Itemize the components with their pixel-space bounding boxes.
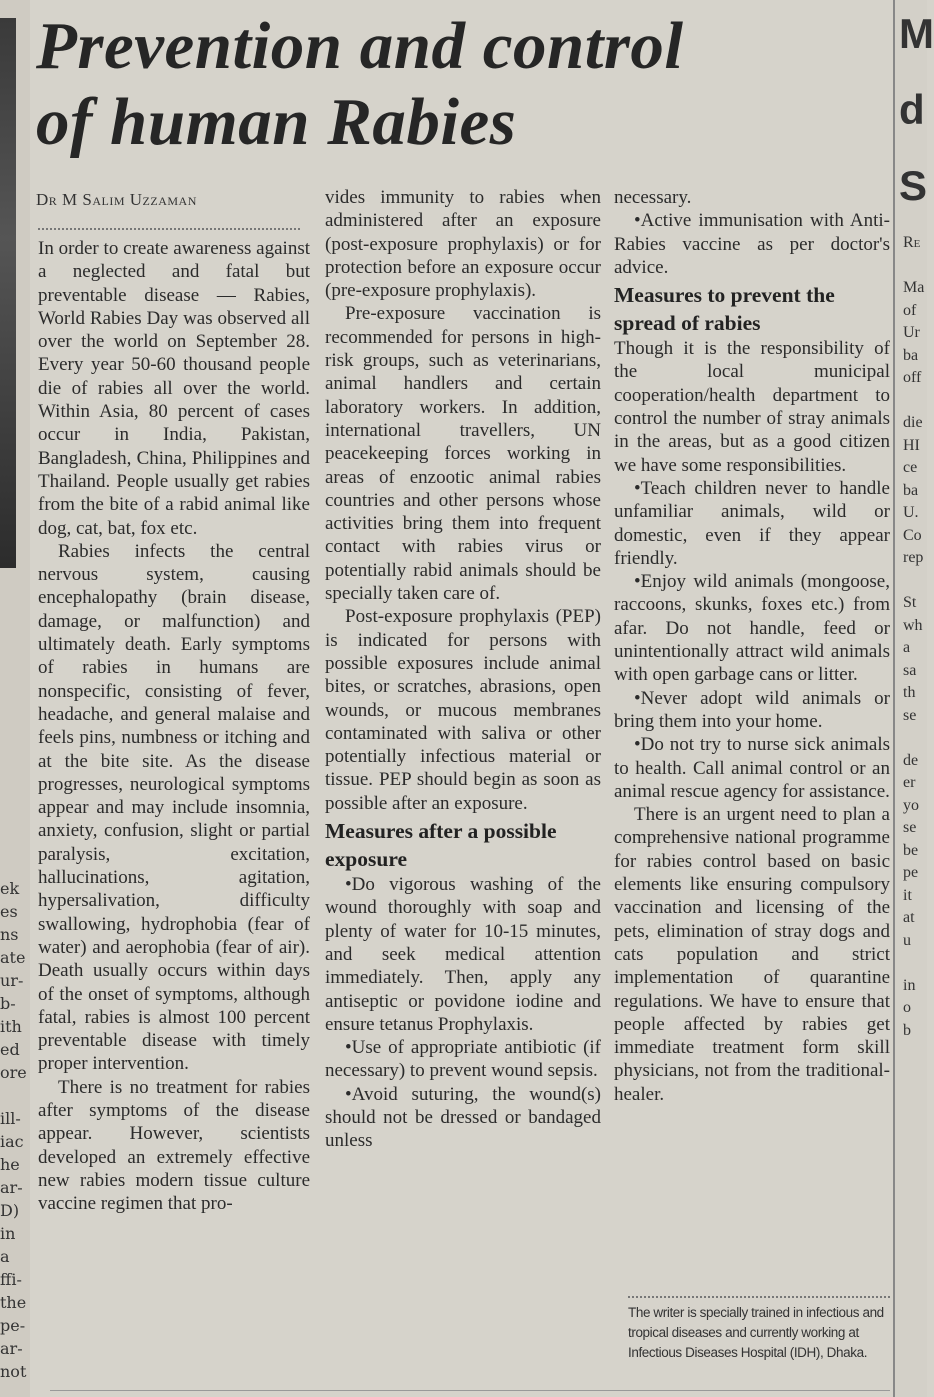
paragraph: In order to create awareness against a neglected and fatal but preventable disease — Rabies, World Rabies Day was observed all over the world on September 28. Every year 50-60 thousand people die of rabies all over the world. Within Asia, 80 percent of cases occur in India, Pakistan, Bangladesh, China, Philippines and Thailand. People usually get rabies from the bite of a rabid animal like dog, cat, bat, fox etc. — [38, 238, 310, 539]
adjacent-right-fragment: rep — [903, 549, 924, 566]
column-1 — [38, 237, 310, 1215]
adjacent-right-headline-letter: M — [899, 10, 934, 57]
paragraph: •Do vigorous washing of the wound thoroughly with soap and plenty of water for 10-15 minutes, and seek medical attention immediately. Then, apply any antiseptic or povidone iodine and ensure tetanus Prophylaxis. — [325, 874, 601, 1035]
paragraph: •Use of appropriate antibiotic (if necessary) to prevent wound sepsis. — [325, 1037, 601, 1082]
paragraph: Rabies infects the central nervous system, causing encephalopathy (brain disease, damage, or malfunction) and ultimately death. Early symptoms of rabies in humans are nonspecific, consisting of fever, headache, and general malaise and feels pins, numbness or itching and at the bite site. As the disease progresses, neurological symptoms appear and may include insomnia, anxiety, confusion, slight or partial paralysis, excitation, hallucinations, agitation, hypersalivation, difficulty swallowing, hydrophobia (fear of water) and aerophobia (fear of air). Death usually occurs within days of the onset of symptoms, although fatal, rabies is almost 100 percent preventable disease with timely proper intervention. — [38, 540, 310, 1075]
adjacent-right-fragment: ba — [903, 481, 919, 499]
adjacent-left-fragment: ill- — [0, 1109, 21, 1128]
adjacent-right-fragment: U. — [903, 504, 919, 521]
paragraph: Post-exposure prophylaxis (PEP) is indicated for persons with possible exposures include animal bites, or scratches, abrasions, open wounds, or mucous membranes contaminated with saliva or other potentially infectious material or tissue. PEP should begin as soon as possible after an exposure. — [325, 606, 601, 814]
adjacent-left-fragment: he — [0, 1155, 20, 1174]
adjacent-right-fragment: in — [903, 976, 916, 994]
adjacent-right-fragment: wh — [903, 616, 923, 634]
adjacent-left-fragment: ar- — [0, 1339, 23, 1358]
adjacent-right-fragment: u — [903, 931, 911, 949]
adjacent-left-fragment: the — [0, 1293, 27, 1312]
adjacent-photo — [0, 18, 16, 568]
adjacent-right-fragment: o — [903, 999, 911, 1016]
adjacent-left-fragment: ek — [0, 879, 20, 898]
article — [30, 0, 892, 1397]
paragraph: vides immunity to rabies when administered after an exposure (post-exposure prophylaxis) or for protection before an exposure occur (pre-exposure prophylaxis). — [325, 187, 601, 302]
paragraph: •Avoid suturing, the wound(s) should not be dressed or bandaged unless — [325, 1083, 601, 1152]
adjacent-left-fragment: in — [0, 1224, 16, 1243]
paragraph: •Teach children never to handle unfamiliar animals, wild or domestic, even if they appear friendly. — [614, 477, 890, 569]
adjacent-left-fragment: ffi- — [0, 1270, 22, 1289]
adjacent-right-fragment: Ma — [903, 279, 925, 296]
adjacent-right-fragment: b — [903, 1021, 911, 1039]
adjacent-right-fragment: St — [903, 594, 917, 611]
adjacent-left-fragment: ith — [0, 1017, 22, 1036]
bottom-rule — [50, 1390, 890, 1391]
adjacent-right-fragment: it — [903, 886, 912, 904]
adjacent-left-fragment: not — [0, 1362, 27, 1381]
adjacent-left-fragment: ur- — [0, 971, 24, 990]
adjacent-left-column — [0, 0, 30, 1397]
adjacent-left-fragment: ate — [0, 948, 26, 967]
paragraph: •Enjoy wild animals (mongoose, raccoons, skunks, foxes etc.) from afar. Do not handle, feed or unintentionally attract wild animals with open garbage cans or litter. — [614, 571, 890, 686]
adjacent-right-fragment: ce — [903, 459, 918, 476]
adjacent-left-fragment: a — [0, 1247, 10, 1266]
adjacent-right-fragment: at — [903, 909, 915, 926]
adjacent-right-fragment: Co — [903, 526, 922, 544]
adjacent-left-fragment: b- — [0, 994, 16, 1013]
author-note: The writer is specially trained in infectious and tropical diseases and currently working at Infectious Diseases Hospital (IDH), Dhaka. — [628, 1305, 884, 1360]
adjacent-right-column — [893, 0, 934, 1397]
adjacent-right-fragment: ba — [903, 346, 919, 364]
adjacent-left-fragment: ns — [0, 925, 19, 944]
adjacent-right-fragment: sa — [903, 661, 917, 679]
adjacent-right-label: Re — [903, 234, 921, 251]
headline-line-2: of human Rabies — [36, 85, 517, 159]
adjacent-right-fragment: die — [903, 414, 923, 431]
column-2 — [325, 186, 601, 1153]
adjacent-right-headline-letter: S — [899, 162, 928, 209]
adjacent-left-fragment: ore — [0, 1063, 27, 1082]
adjacent-right-fragment: a — [903, 639, 911, 656]
adjacent-left-fragment: iac — [0, 1132, 24, 1151]
adjacent-right-fragment: pe — [903, 864, 919, 881]
adjacent-left-fragment: ed — [0, 1040, 20, 1059]
paragraph: There is no treatment for rabies after symptoms of the disease appear. However, scientists developed an extremely effective new rabies modern tissue culture vaccine regimen that pro- — [38, 1076, 310, 1215]
adjacent-right-fragment: th — [903, 684, 916, 701]
adjacent-right-fragment: de — [903, 751, 919, 769]
paragraph: There is an urgent need to plan a comprehensive national programme for rabies control based on basic elements like ensuring compulsory vaccination and licensing of the pets, elimination of stray dogs and cats population and strict implementation of quarantine regulations. We have to ensure that people affected by rabies get immediate treatment form skill physicians, not from the traditional-healer. — [614, 804, 890, 1105]
adjacent-left-fragment: pe- — [0, 1316, 26, 1335]
adjacent-right-fragment: se — [903, 706, 917, 724]
adjacent-right-fragment: Ur — [903, 324, 920, 341]
paragraph: •Never adopt wild animals or bring them into your home. — [614, 687, 890, 732]
adjacent-left-fragment: es — [0, 902, 18, 921]
paragraph: necessary. — [614, 187, 692, 208]
adjacent-right-headline-letter: d — [899, 86, 925, 133]
paragraph: •Active immunisation with Anti-Rabies vaccine as per doctor's advice. — [614, 210, 890, 278]
byline-divider — [38, 228, 300, 230]
headline-line-1: Prevention and control — [36, 9, 684, 83]
paragraph: Though it is the responsibility of the local municipal cooperation/health department to control the number of stray animals in the areas, but as a good citizen we have some responsibilities. — [614, 338, 890, 476]
paragraph: Pre-exposure vaccination is recommended for persons in high-risk groups, such as veterinarians, animal handlers and certain laboratory workers. In addition, international travellers, UN peacekeeping forces working in areas of enzootic animal rabies countries and other persons whose activities bring them into frequent contact with rabies virus or potentially rabid animals should be specially taken care of. — [325, 303, 601, 605]
adjacent-left-fragment: D) — [0, 1201, 20, 1220]
adjacent-right-fragment: yo — [903, 796, 919, 814]
note-divider — [628, 1296, 890, 1298]
section-heading: Measures after a possible exposure — [325, 819, 557, 872]
adjacent-right-fragment: be — [903, 841, 919, 859]
adjacent-right-fragment: HI — [903, 436, 920, 454]
adjacent-left-fragment: ar- — [0, 1178, 23, 1197]
column-3 — [614, 186, 890, 1106]
headline — [36, 8, 856, 160]
adjacent-right-fragment: er — [903, 774, 916, 791]
adjacent-right-fragment: se — [903, 819, 917, 836]
adjacent-right-fragment: of — [903, 301, 917, 319]
paragraph: •Do not try to nurse sick animals to health. Call animal control or an animal rescue agency for assistance. — [614, 734, 890, 802]
adjacent-right-fragment: off — [903, 369, 922, 386]
byline: Dr M Salim Uzzaman — [36, 190, 197, 209]
section-heading: Measures to prevent the spread of rabies — [614, 283, 835, 336]
